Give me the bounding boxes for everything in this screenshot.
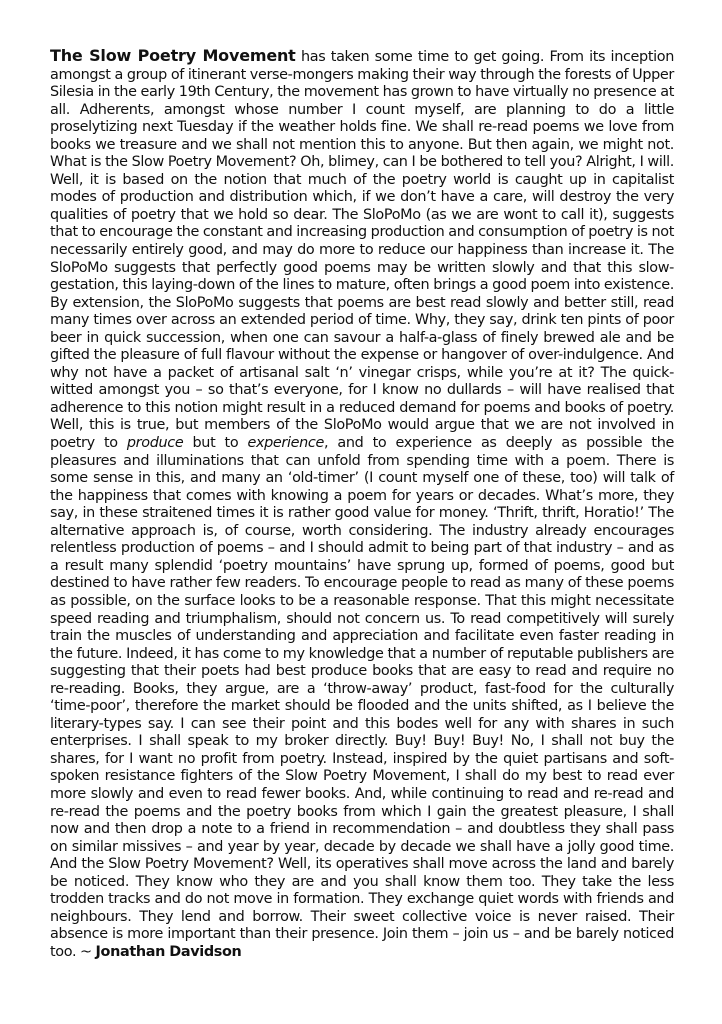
body-text-part-2: but to <box>183 435 248 452</box>
body-text-part-1: has taken some time to get going. From its inception amongst a group of itinerant verse-mongers making their way through the forests of Upper Silesia in the early 19th Century, the movement has grown to have virtually no presence at all. Adherents, amongst whose number I count myself, are planning to do a little proselytizing next Tuesday if the weather holds fine. We shall re-read poems we love from books we treasure and we shall not mention this to anyone. But then again, we might not. What is the Slow Poetry Movement? Oh, blimey, can I be bothered to tell you? Alright, I will. Well, it is based on the notion that much of the poetry world is caught up in capitalist modes of production and distribution which, if we don’t have a care, will destroy the very qualities of poetry that we hold so dear. The SloPoMo (as we are wont to call it), suggests that to encourage the constant and increasing production and consumption of poetry is not necessarily entirely good, and may do more to reduce our happiness than increase it. The SloPoMo suggests that perfectly good poems may be written slowly and that this slow-gestation, this laying-down of the lines to mature, often brings a good poem into existence. By extension, the SloPoMo suggests that poems are best read slowly and better still, read many times over across an extended period of time. Why, they say, drink ten pints of poor beer in quick succession, when one can savour a half-a-glass of finely brewed ale and be gifted the pleasure of full flavour without the expense or hangover of over-indulgence. And why not have a packet of artisanal salt ‘n’ vinegar crisps, while you’re at it? The quick-witted amongst you – so that’s everyone, for I know no dullards – will have realised that adherence to this notion might result in a reduced demand for poems and books of poetry. Well, this is true, but members of the SloPoMo would argue that we are not involved in poetry to <box>50 49 674 452</box>
author-name: Jonathan Davidson <box>95 943 242 960</box>
article-title: The Slow Poetry Movement <box>50 46 296 65</box>
emphasis-experience: experience <box>247 435 324 452</box>
body-text-part-3: , and to experience as deeply as possible the pleasures and illuminations that can unfold from spending time with a poem. There is some sense in this, and many an ‘old-timer’ (I count myself one of these, too) will talk of the happiness that comes with knowing a poem for years or decades. What’s more, they say, in these straitened times it is rather good value for money. ‘Thrift, thrift, Horatio!’ The alternative approach is, of course, worth considering. The industry already encourages relentless production of poems – and I should admit to being part of that industry – and as a result many splendid ‘poetry mountains’ have sprung up, formed of poems, good but destined to have rather few readers. To encourage people to read as many of these poems as possible, on the surface looks to be a reasonable response. That this might necessitate speed reading and triumphalism, should not concern us. To read competitively will surely train the muscles of understanding and appreciation and facilitate even faster reading in the future. Indeed, it has come to my knowledge that a number of reputable publishers are suggesting that their poets had best produce books that are easy to read and require no re-reading. Books, they argue, are a ‘throw-away’ product, fast-food for the culturally ‘time-poor’, therefore the market should be flooded and the units shifted, as I believe the literary-types say. I can see their point and this bodes well for any with shares in such enterprises. I shall speak to my broker directly. Buy! Buy! Buy! No, I shall not buy the shares, for I want no profit from poetry. Instead, inspired by the quiet partisans and soft-spoken resistance fighters of the Slow Poetry Movement, I shall do my best to read ever more slowly and even to read fewer books. And, while continuing to read and re-read and re-read the poems and the poetry books from which I gain the greatest pleasure, I shall now and then drop a note to a friend in recommendation – and doubtless they shall pass on similar missives – and year by year, decade by decade we shall have a jolly good time. And the Slow Poetry Movement? Well, its operatives shall move across the land and barely be noticed. They know who they are and you shall know them too. They take the less trodden tracks and do not move in formation. They exchange quiet words with friends and neighbours. They lend and borrow. Their sweet collective voice is never raised. Their absence is more important than their presence. Join them – join us – and be barely noticed too. ~ <box>50 435 674 960</box>
emphasis-produce: produce <box>126 435 184 452</box>
article-body <box>50 47 674 961</box>
